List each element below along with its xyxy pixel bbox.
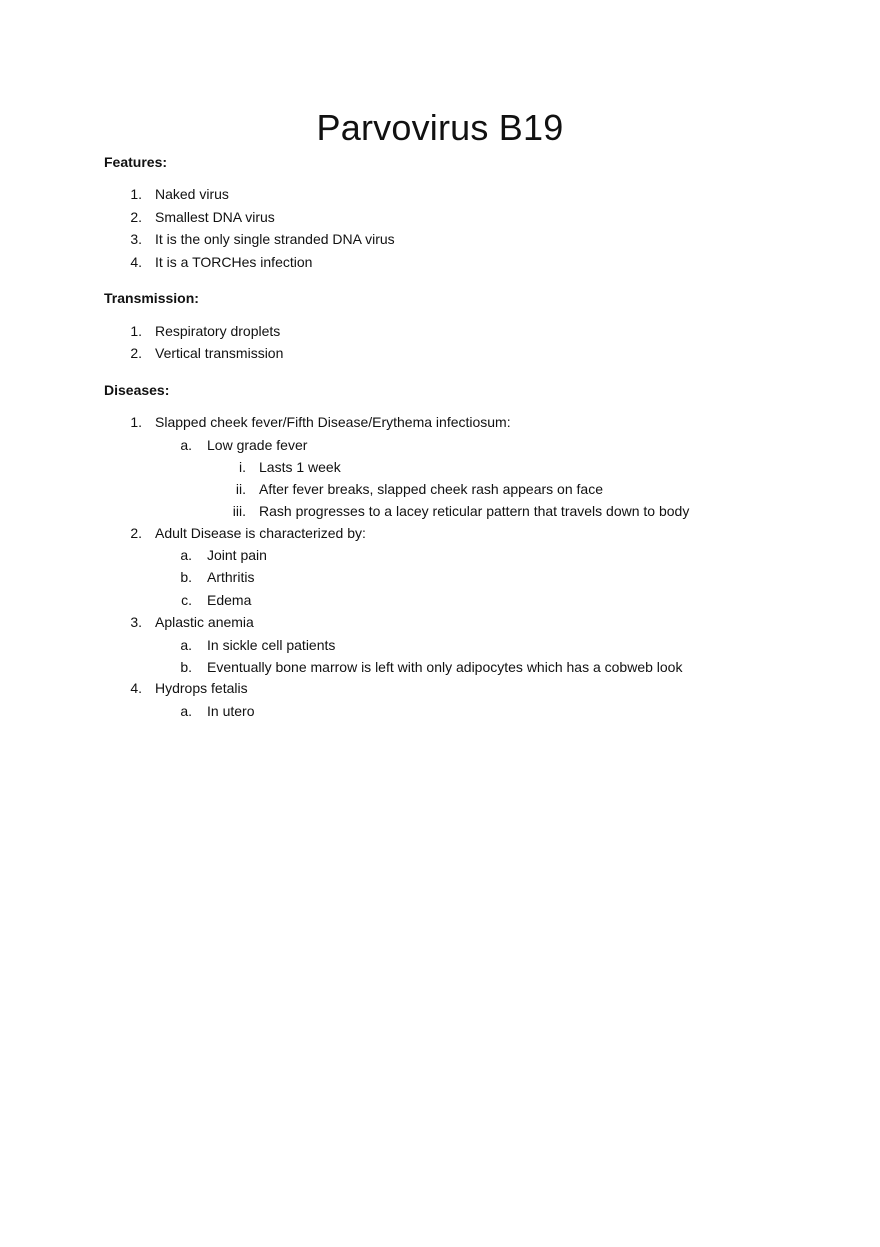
subsublist-marker: iii. [232, 503, 246, 519]
list-item: Smallest DNA virus [155, 209, 275, 225]
list-marker: 2. [130, 345, 142, 361]
list-marker: 1. [130, 414, 142, 430]
page-title: Parvovirus B19 [316, 107, 564, 148]
sublist-item: Edema [207, 592, 252, 608]
sublist-marker: a. [180, 437, 192, 453]
sublist-marker: a. [180, 703, 192, 719]
list-marker: 1. [130, 186, 142, 202]
sublist-item: Joint pain [207, 547, 267, 563]
list-marker: 3. [130, 231, 142, 247]
list-item: Vertical transmission [155, 345, 284, 361]
list-item: Respiratory droplets [155, 323, 281, 339]
section-heading-features: Features: [104, 154, 168, 170]
section-heading-diseases: Diseases: [104, 382, 170, 398]
sublist-marker: c. [181, 592, 192, 608]
list-marker: 2. [130, 209, 142, 225]
sublist-item: Low grade fever [207, 437, 308, 453]
list-marker: 4. [130, 680, 142, 696]
subsublist-marker: i. [239, 459, 246, 475]
sublist-item: Arthritis [207, 569, 255, 585]
list-marker: 2. [130, 525, 142, 541]
sublist-marker: b. [180, 659, 192, 675]
subsublist-item: After fever breaks, slapped cheek rash appears on face [259, 481, 603, 497]
list-item: Naked virus [155, 186, 229, 202]
sublist-marker: a. [180, 547, 192, 563]
list-item: It is a TORCHes infection [155, 254, 313, 270]
section-heading-transmission: Transmission: [104, 290, 199, 306]
sublist-item: In sickle cell patients [207, 637, 336, 653]
subsublist-item: Rash progresses to a lacey reticular pattern that travels down to body [259, 503, 690, 519]
list-item: Aplastic anemia [155, 614, 254, 630]
list-marker: 1. [130, 323, 142, 339]
sublist-marker: a. [180, 637, 192, 653]
sublist-marker: b. [180, 569, 192, 585]
list-item: Slapped cheek fever/Fifth Disease/Erythema infectiosum: [155, 414, 511, 430]
sublist-item: Eventually bone marrow is left with only adipocytes which has a cobweb look [207, 659, 683, 675]
sublist-item: In utero [207, 703, 255, 719]
subsublist-marker: ii. [235, 481, 246, 497]
list-item: Hydrops fetalis [155, 680, 248, 696]
list-marker: 3. [130, 614, 142, 630]
subsublist-item: Lasts 1 week [259, 459, 341, 475]
list-item: It is the only single stranded DNA virus [155, 231, 395, 247]
list-item: Adult Disease is characterized by: [155, 525, 366, 541]
list-marker: 4. [130, 254, 142, 270]
